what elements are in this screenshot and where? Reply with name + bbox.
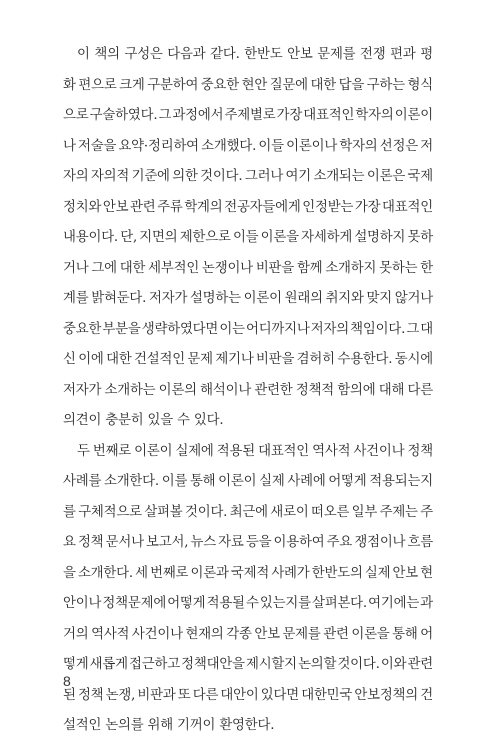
- text-line: 를 구체적으로 살펴볼 것이다. 최근에 새로이 떠오른 일부 주제는 주: [63, 504, 433, 520]
- text-line: 계를 밝혀둔다. 저자가 설명하는 이론이 원래의 취지와 맞지 않거나: [63, 291, 433, 306]
- text-line: 거나 그에 대한 세부적인 논쟁이나 비판을 함께 소개하지 못하는 한: [63, 260, 434, 276]
- text-line: 나 저술을 요약·정리하여 소개했다. 이들 이론이나 학자의 선정은 저: [63, 138, 433, 154]
- text-line: 이 책의 구성은 다음과 같다. 한반도 안보 문제를 전쟁 편과 평: [77, 47, 433, 62]
- text-line: 설적인 논의를 위해 기꺼이 환영한다.: [63, 718, 275, 733]
- text-line: 떻게 새롭게 접근하고 정책대안을 제시할지 논의할 것이다. 이와 관련: [63, 657, 433, 672]
- text-line: 내용이다. 단, 지면의 제한으로 이들 이론을 자세하게 설명하지 못하: [63, 230, 433, 245]
- text-line: 신 이에 대한 건설적인 문제 제기나 비판을 겸허히 수용한다. 동시에: [63, 352, 433, 367]
- text-line: 자의 자의적 기준에 의한 것이다. 그러나 여기 소개되는 이론은 국제: [63, 169, 433, 184]
- paragraph-1: [63, 40, 433, 437]
- text-line: 거의 역사적 사건이나 현재의 각종 안보 문제를 관련 이론을 통해 어: [63, 626, 433, 642]
- page-number: 8: [63, 673, 71, 689]
- text-line: 저자가 소개하는 이론의 해석이나 관련한 정책적 함의에 대해 다른: [63, 382, 433, 398]
- text-line: 으로 구술하였다. 그 과정에서 주제별로 가장 대표적인 학자의 이론이: [63, 108, 433, 123]
- text-line: 을 소개한다. 세 번째로 이론과 국제적 사례가 한반도의 실제 안보 현: [63, 565, 433, 581]
- paragraph-2: [63, 437, 433, 742]
- text-line: 안이나 정책문제에 어떻게 적용될 수 있는지를 살펴본다. 여기에는 과: [63, 596, 433, 611]
- text-line: 의견이 충분히 있을 수 있다.: [63, 413, 224, 428]
- text-line: 된 정책 논쟁, 비판과 또 다른 대안이 있다면 대한민국 안보정책의 건: [63, 687, 433, 703]
- text-line: 중요한 부분을 생략하였다면 이는 어디까지나 저자의 책임이다. 그 대: [63, 321, 433, 337]
- body-text: [63, 40, 433, 742]
- text-line: 사례를 소개한다. 이를 통해 이론이 실제 사례에 어떻게 적용되는지: [63, 474, 433, 489]
- text-line: 화 편으로 크게 구분하여 중요한 현안 질문에 대한 답을 구하는 형식: [63, 77, 433, 93]
- text-line: 요 정책 문서나 보고서, 뉴스 자료 등을 이용하여 주요 쟁점이나 흐름: [63, 535, 433, 550]
- text-line: 두 번째로 이론이 실제에 적용된 대표적인 역사적 사건이나 정책: [77, 443, 433, 459]
- text-line: 정치와 안보 관련 주류 학계의 전공자들에게 인정받는 가장 대표적인: [63, 199, 433, 215]
